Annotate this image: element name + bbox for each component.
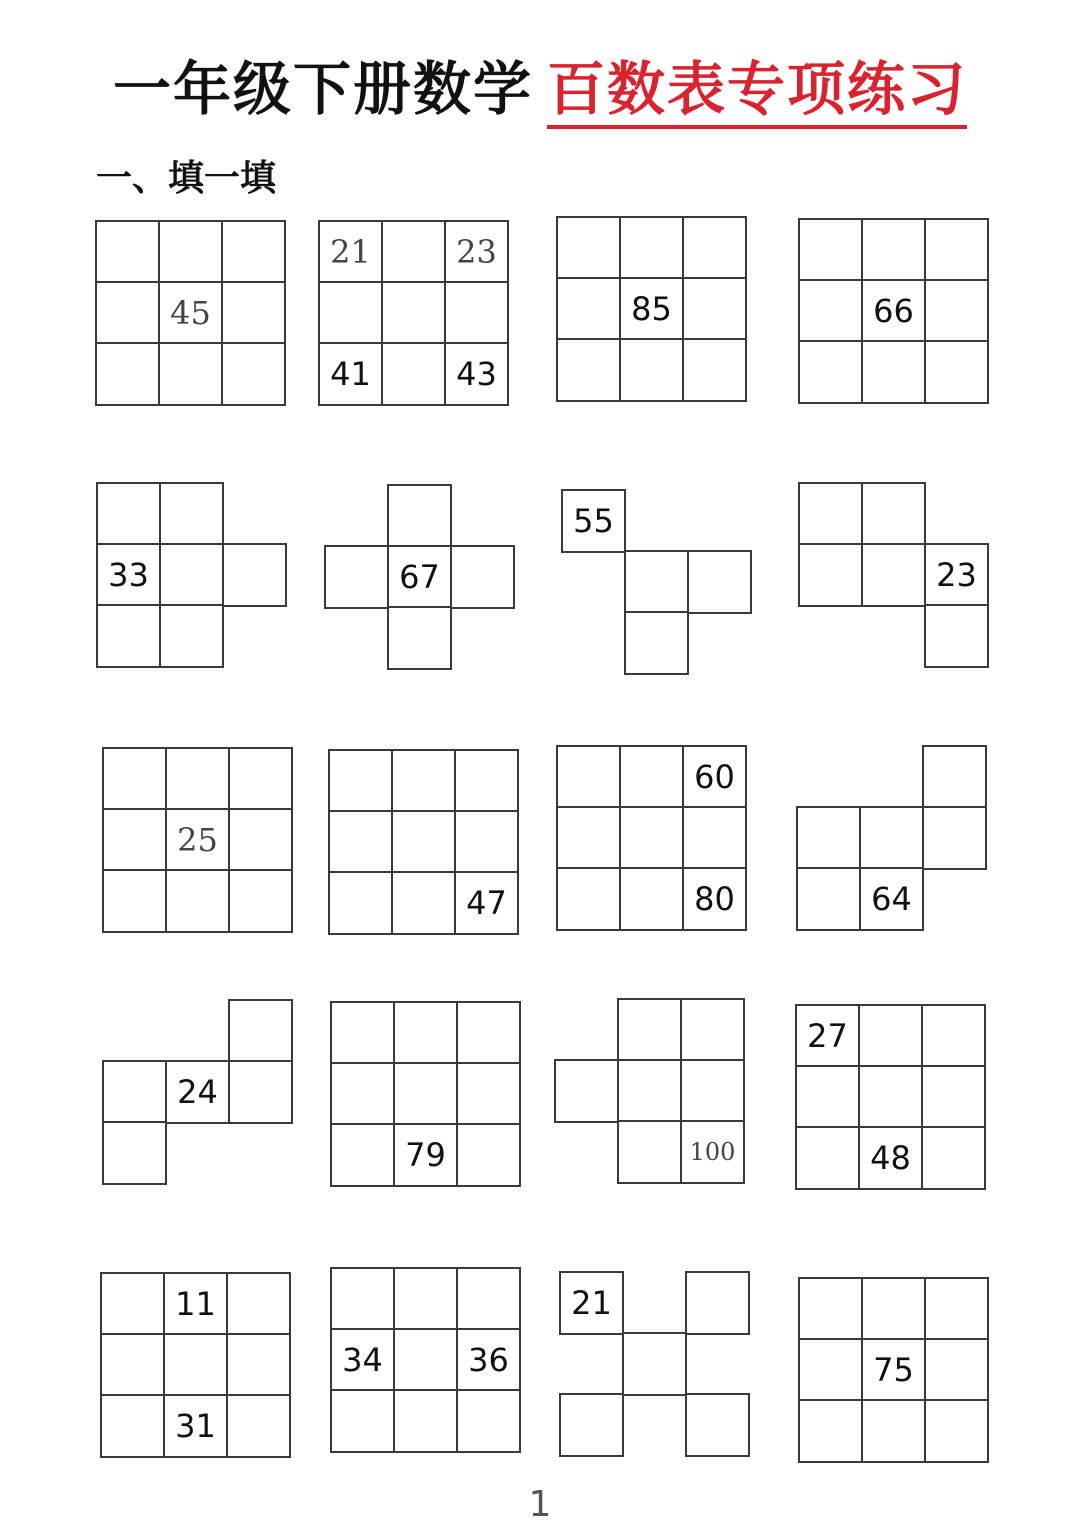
blank-answer-cell[interactable] bbox=[861, 1277, 926, 1341]
blank-answer-cell[interactable] bbox=[456, 1062, 521, 1126]
given-number: 85 bbox=[631, 290, 672, 328]
blank-answer-cell[interactable] bbox=[619, 806, 684, 870]
given-number: 36 bbox=[468, 1341, 509, 1379]
blank-answer-cell[interactable] bbox=[330, 1062, 395, 1126]
given-number: 67 bbox=[399, 558, 440, 596]
blank-answer-cell[interactable] bbox=[393, 1062, 458, 1126]
blank-answer-cell[interactable] bbox=[617, 1120, 682, 1184]
page-title bbox=[0, 42, 1080, 126]
given-number: 100 bbox=[689, 1138, 736, 1166]
given-number: 80 bbox=[694, 880, 735, 918]
blank-answer-cell[interactable] bbox=[228, 869, 293, 933]
given-number-cell bbox=[682, 745, 747, 809]
blank-answer-cell[interactable] bbox=[102, 808, 167, 872]
blank-answer-cell[interactable] bbox=[619, 338, 684, 402]
blank-answer-cell[interactable] bbox=[556, 867, 621, 931]
blank-answer-cell[interactable] bbox=[556, 277, 621, 341]
blank-answer-cell[interactable] bbox=[924, 340, 989, 404]
blank-answer-cell[interactable] bbox=[330, 1001, 395, 1065]
given-number-cell bbox=[559, 1271, 624, 1335]
blank-answer-cell[interactable] bbox=[556, 745, 621, 809]
given-number: 34 bbox=[342, 1341, 383, 1379]
blank-answer-cell[interactable] bbox=[861, 340, 926, 404]
blank-answer-cell[interactable] bbox=[444, 281, 509, 345]
blank-answer-cell[interactable] bbox=[226, 1272, 291, 1336]
blank-answer-cell[interactable] bbox=[622, 1332, 687, 1396]
blank-answer-cell[interactable] bbox=[102, 869, 167, 933]
blank-answer-cell[interactable] bbox=[330, 1267, 395, 1331]
blank-answer-cell[interactable] bbox=[861, 482, 926, 546]
given-number-cell bbox=[924, 543, 989, 607]
given-number-cell bbox=[454, 871, 519, 935]
blank-answer-cell[interactable] bbox=[858, 1004, 923, 1068]
given-number-cell bbox=[444, 342, 509, 406]
given-number: 23 bbox=[936, 556, 977, 594]
given-number-cell bbox=[682, 867, 747, 931]
blank-answer-cell[interactable] bbox=[226, 1394, 291, 1458]
given-number-cell bbox=[859, 867, 924, 931]
blank-answer-cell[interactable] bbox=[921, 1126, 986, 1190]
blank-answer-cell[interactable] bbox=[682, 338, 747, 402]
blank-answer-cell[interactable] bbox=[624, 550, 689, 614]
blank-answer-cell[interactable] bbox=[796, 867, 861, 931]
blank-answer-cell[interactable] bbox=[858, 1065, 923, 1129]
given-number: 24 bbox=[177, 1073, 218, 1111]
blank-answer-cell[interactable] bbox=[624, 611, 689, 675]
given-number: 48 bbox=[870, 1139, 911, 1177]
blank-answer-cell[interactable] bbox=[228, 1060, 293, 1124]
given-number-cell bbox=[680, 1120, 745, 1184]
blank-answer-cell[interactable] bbox=[454, 749, 519, 813]
blank-answer-cell[interactable] bbox=[924, 604, 989, 668]
page-number: 1 bbox=[528, 1484, 552, 1525]
blank-answer-cell[interactable] bbox=[795, 1065, 860, 1129]
title-red-part: 百数表专项练习 bbox=[547, 55, 967, 129]
given-number: 66 bbox=[873, 292, 914, 330]
blank-answer-cell[interactable] bbox=[393, 1389, 458, 1453]
blank-answer-cell[interactable] bbox=[158, 342, 223, 406]
blank-answer-cell[interactable] bbox=[556, 806, 621, 870]
blank-answer-cell[interactable] bbox=[682, 806, 747, 870]
blank-answer-cell[interactable] bbox=[450, 545, 515, 609]
blank-answer-cell[interactable] bbox=[159, 543, 224, 607]
blank-answer-cell[interactable] bbox=[391, 810, 456, 874]
blank-answer-cell[interactable] bbox=[554, 1059, 619, 1123]
blank-answer-cell[interactable] bbox=[924, 218, 989, 282]
blank-answer-cell[interactable] bbox=[798, 218, 863, 282]
given-number: 21 bbox=[571, 1284, 612, 1322]
given-number-cell bbox=[861, 1338, 926, 1402]
blank-answer-cell[interactable] bbox=[924, 1277, 989, 1341]
blank-answer-cell[interactable] bbox=[228, 808, 293, 872]
title-black-part: 一年级下册数学 bbox=[112, 55, 533, 123]
given-number-cell bbox=[96, 543, 161, 607]
blank-answer-cell[interactable] bbox=[393, 1328, 458, 1392]
given-number-cell bbox=[387, 545, 452, 609]
section-heading: 一、填一填 bbox=[96, 158, 277, 199]
blank-answer-cell[interactable] bbox=[798, 340, 863, 404]
blank-answer-cell[interactable] bbox=[798, 1277, 863, 1341]
blank-answer-cell[interactable] bbox=[165, 747, 230, 811]
blank-answer-cell[interactable] bbox=[921, 1065, 986, 1129]
blank-answer-cell[interactable] bbox=[330, 1389, 395, 1453]
blank-answer-cell[interactable] bbox=[381, 220, 446, 284]
blank-answer-cell[interactable] bbox=[100, 1272, 165, 1336]
blank-answer-cell[interactable] bbox=[861, 218, 926, 282]
blank-answer-cell[interactable] bbox=[391, 871, 456, 935]
blank-answer-cell[interactable] bbox=[318, 281, 383, 345]
blank-answer-cell[interactable] bbox=[381, 281, 446, 345]
blank-answer-cell[interactable] bbox=[798, 1338, 863, 1402]
blank-answer-cell[interactable] bbox=[330, 1123, 395, 1187]
blank-answer-cell[interactable] bbox=[393, 1001, 458, 1065]
blank-answer-cell[interactable] bbox=[324, 545, 389, 609]
given-number: 55 bbox=[573, 502, 614, 540]
blank-answer-cell[interactable] bbox=[96, 482, 161, 546]
blank-answer-cell[interactable] bbox=[102, 747, 167, 811]
blank-answer-cell[interactable] bbox=[387, 606, 452, 670]
blank-answer-cell[interactable] bbox=[456, 1001, 521, 1065]
blank-answer-cell[interactable] bbox=[798, 1399, 863, 1463]
blank-answer-cell[interactable] bbox=[95, 220, 160, 284]
blank-answer-cell[interactable] bbox=[924, 1338, 989, 1402]
blank-answer-cell[interactable] bbox=[619, 867, 684, 931]
given-number-cell bbox=[163, 1394, 228, 1458]
blank-answer-cell[interactable] bbox=[798, 482, 863, 546]
blank-answer-cell[interactable] bbox=[682, 216, 747, 280]
blank-answer-cell[interactable] bbox=[96, 604, 161, 668]
given-number-cell bbox=[163, 1272, 228, 1336]
blank-answer-cell[interactable] bbox=[381, 342, 446, 406]
blank-answer-cell[interactable] bbox=[95, 342, 160, 406]
given-number-cell bbox=[619, 277, 684, 341]
blank-answer-cell[interactable] bbox=[685, 1393, 750, 1457]
blank-answer-cell[interactable] bbox=[680, 998, 745, 1062]
given-number-cell bbox=[330, 1328, 395, 1392]
blank-answer-cell[interactable] bbox=[619, 216, 684, 280]
blank-answer-cell[interactable] bbox=[163, 1333, 228, 1397]
blank-answer-cell[interactable] bbox=[456, 1267, 521, 1331]
blank-answer-cell[interactable] bbox=[921, 1004, 986, 1068]
blank-answer-cell[interactable] bbox=[559, 1393, 624, 1457]
blank-answer-cell[interactable] bbox=[221, 281, 286, 345]
given-number: 43 bbox=[456, 355, 497, 393]
blank-answer-cell[interactable] bbox=[221, 220, 286, 284]
blank-answer-cell[interactable] bbox=[617, 1059, 682, 1123]
blank-answer-cell[interactable] bbox=[393, 1267, 458, 1331]
blank-answer-cell[interactable] bbox=[221, 342, 286, 406]
blank-answer-cell[interactable] bbox=[456, 1123, 521, 1187]
blank-answer-cell[interactable] bbox=[687, 550, 752, 614]
blank-answer-cell[interactable] bbox=[619, 745, 684, 809]
blank-answer-cell[interactable] bbox=[454, 810, 519, 874]
blank-answer-cell[interactable] bbox=[222, 543, 287, 607]
given-number-cell bbox=[318, 220, 383, 284]
given-number: 31 bbox=[175, 1407, 216, 1445]
given-number: 33 bbox=[108, 556, 149, 594]
blank-answer-cell[interactable] bbox=[796, 806, 861, 870]
blank-answer-cell[interactable] bbox=[682, 277, 747, 341]
given-number: 60 bbox=[694, 758, 735, 796]
given-number-cell bbox=[861, 279, 926, 343]
given-number-cell bbox=[393, 1123, 458, 1187]
given-number-cell bbox=[456, 1328, 521, 1392]
blank-answer-cell[interactable] bbox=[228, 747, 293, 811]
given-number-cell bbox=[318, 342, 383, 406]
blank-answer-cell[interactable] bbox=[859, 806, 924, 870]
given-number-cell bbox=[444, 220, 509, 284]
given-number: 64 bbox=[871, 880, 912, 918]
blank-answer-cell[interactable] bbox=[328, 749, 393, 813]
blank-answer-cell[interactable] bbox=[226, 1333, 291, 1397]
blank-answer-cell[interactable] bbox=[556, 338, 621, 402]
blank-answer-cell[interactable] bbox=[922, 806, 987, 870]
blank-answer-cell[interactable] bbox=[798, 543, 863, 607]
given-number-cell bbox=[795, 1004, 860, 1068]
given-number-cell bbox=[158, 281, 223, 345]
blank-answer-cell[interactable] bbox=[924, 1399, 989, 1463]
given-number: 25 bbox=[177, 821, 218, 859]
given-number-cell bbox=[561, 489, 626, 553]
given-number: 47 bbox=[466, 884, 507, 922]
blank-answer-cell[interactable] bbox=[328, 810, 393, 874]
blank-answer-cell[interactable] bbox=[391, 749, 456, 813]
blank-answer-cell[interactable] bbox=[328, 871, 393, 935]
given-number-cell bbox=[165, 1060, 230, 1124]
blank-answer-cell[interactable] bbox=[228, 999, 293, 1063]
blank-answer-cell[interactable] bbox=[102, 1121, 167, 1185]
blank-answer-cell[interactable] bbox=[102, 1060, 167, 1124]
given-number: 75 bbox=[873, 1351, 914, 1389]
given-number: 23 bbox=[456, 233, 497, 271]
blank-answer-cell[interactable] bbox=[685, 1271, 750, 1335]
blank-answer-cell[interactable] bbox=[159, 482, 224, 546]
given-number-cell bbox=[165, 808, 230, 872]
blank-answer-cell[interactable] bbox=[861, 1399, 926, 1463]
given-number: 45 bbox=[170, 294, 211, 332]
given-number: 41 bbox=[330, 355, 371, 393]
blank-answer-cell[interactable] bbox=[556, 216, 621, 280]
blank-answer-cell[interactable] bbox=[617, 998, 682, 1062]
blank-answer-cell[interactable] bbox=[924, 279, 989, 343]
blank-answer-cell[interactable] bbox=[456, 1389, 521, 1453]
blank-answer-cell[interactable] bbox=[100, 1333, 165, 1397]
blank-answer-cell[interactable] bbox=[159, 604, 224, 668]
blank-answer-cell[interactable] bbox=[158, 220, 223, 284]
blank-answer-cell[interactable] bbox=[922, 745, 987, 809]
blank-answer-cell[interactable] bbox=[795, 1126, 860, 1190]
given-number-cell bbox=[858, 1126, 923, 1190]
blank-answer-cell[interactable] bbox=[95, 281, 160, 345]
given-number: 21 bbox=[330, 233, 371, 271]
blank-answer-cell[interactable] bbox=[680, 1059, 745, 1123]
blank-answer-cell[interactable] bbox=[100, 1394, 165, 1458]
blank-answer-cell[interactable] bbox=[387, 484, 452, 548]
given-number: 79 bbox=[405, 1136, 446, 1174]
given-number: 27 bbox=[807, 1017, 848, 1055]
blank-answer-cell[interactable] bbox=[861, 543, 926, 607]
given-number: 11 bbox=[175, 1285, 216, 1323]
blank-answer-cell[interactable] bbox=[798, 279, 863, 343]
blank-answer-cell[interactable] bbox=[165, 869, 230, 933]
